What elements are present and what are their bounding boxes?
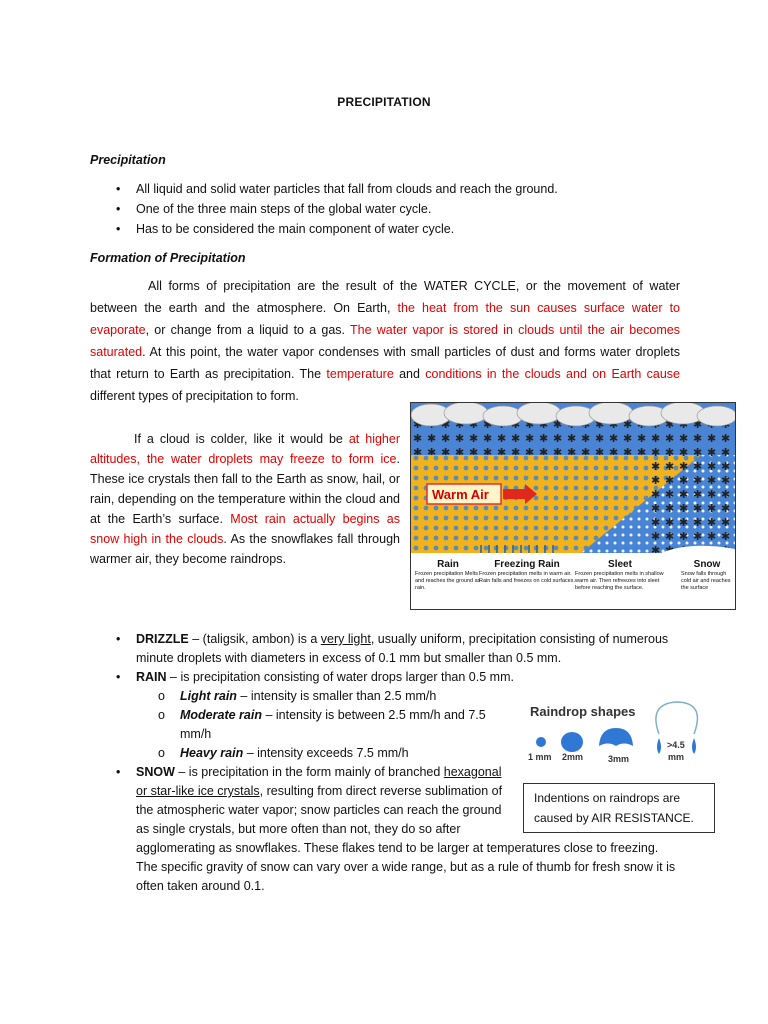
drop-label-2mm: 2mm	[562, 752, 584, 762]
formation-paragraph: All forms of precipitation are the result of the WATER CYCLE, or the movement of water between the earth and the atmosphere. On Earth, the heat from the sun causes surface water to evaporate, or change from a liquid to a gas. The water vapor is stored in clouds until the air becomes saturated. At this point, the water vapor condenses with small particles of dust and forms water droplets that return to Earth as precipitation. The temperature and conditions in the clouds and on Earth cause different types of precipitation to form.	[90, 279, 681, 403]
heading-formation: Formation of Precipitation	[90, 251, 246, 265]
drizzle-line2: minute droplets with diameters in excess of 0.1 mm but smaller than 0.5 mm.	[136, 651, 562, 665]
warm-air-label: Warm Air	[432, 487, 489, 502]
snow-line5: agglomerating as snowflakes. These flakes tend to be larger at temperatures close to freezing.	[136, 841, 659, 855]
drop-label-1mm: 1 mm	[528, 752, 552, 762]
snow-line3: the atmospheric water vapor; snow particles can reach the ground	[136, 803, 502, 817]
type-desc: Frozen precipitation melts in warm air. Rain falls and freezes on cold surfaces.	[479, 571, 575, 584]
type-name: Sleet	[608, 559, 632, 570]
precipitation-diagram	[410, 402, 736, 610]
snow-line7: often taken around 0.1.	[136, 879, 265, 893]
raindrop-shapes-figure	[520, 696, 714, 776]
snow-line4: as single crystals, but more often than not, they do so after	[136, 822, 461, 836]
snow-line2: or star-like ice crystals, resulting from direct reverse sublimation of	[136, 784, 503, 798]
drop-1mm	[536, 737, 546, 747]
drop-2mm	[561, 732, 583, 752]
type-name: Freezing Rain	[494, 559, 560, 570]
diagram-col-snow	[681, 559, 733, 592]
rain-sub-moderate-cont: mm/h	[180, 727, 212, 741]
diagram-col-rain	[415, 559, 481, 592]
bullet-text: One of the three main steps of the global water cycle.	[136, 202, 432, 216]
type-desc: Frozen precipitation Melts and reaches the ground as rain.	[415, 571, 481, 591]
diagram-col-sleet	[575, 559, 665, 592]
drop-label-3mm: 3mm	[608, 754, 630, 764]
raindrop-caption: Indentions on raindrops are caused by AIR RESISTANCE.	[523, 783, 715, 833]
drop-3mm	[599, 728, 633, 746]
raindrop-title: Raindrop shapes	[530, 704, 636, 719]
snow-line6: The specific gravity of snow can vary over a wide range, but as a rule of thumb for fresh snow it is	[136, 860, 676, 874]
raindrop-shapes-illustration	[520, 696, 714, 776]
drop-label-45: >4.5	[667, 740, 685, 750]
cloud-paragraph: If a cloud is colder, like it would be at higher altitudes, the water droplets may freeze to form ice. These ice crystals then fall to the Earth as snow, hail, or rain, depending on the temperature within the cloud and at the Earth’s surface. Most rain actually begins as snow high in the clouds. As the snowflakes fall through warmer air, they become raindrops.	[90, 432, 400, 566]
type-name: Snow	[693, 559, 721, 570]
drop-label-mm: mm	[668, 752, 685, 762]
diagram-col-freezing-rain	[479, 559, 575, 585]
page-title: PRECIPITATION	[337, 95, 431, 109]
bullet-text: All liquid and solid water particles that fall from clouds and reach the ground.	[136, 182, 558, 196]
heading-precipitation: Precipitation	[90, 153, 166, 167]
bullet-text: Has to be considered the main component of water cycle.	[136, 222, 455, 236]
type-desc: Snow falls through cold air and reaches the surface	[681, 571, 731, 591]
type-desc: Frozen precipitation melts in shallow warm air. Then refreezes into sleet before reaching the surface.	[575, 571, 664, 591]
type-name: Rain	[437, 559, 459, 570]
